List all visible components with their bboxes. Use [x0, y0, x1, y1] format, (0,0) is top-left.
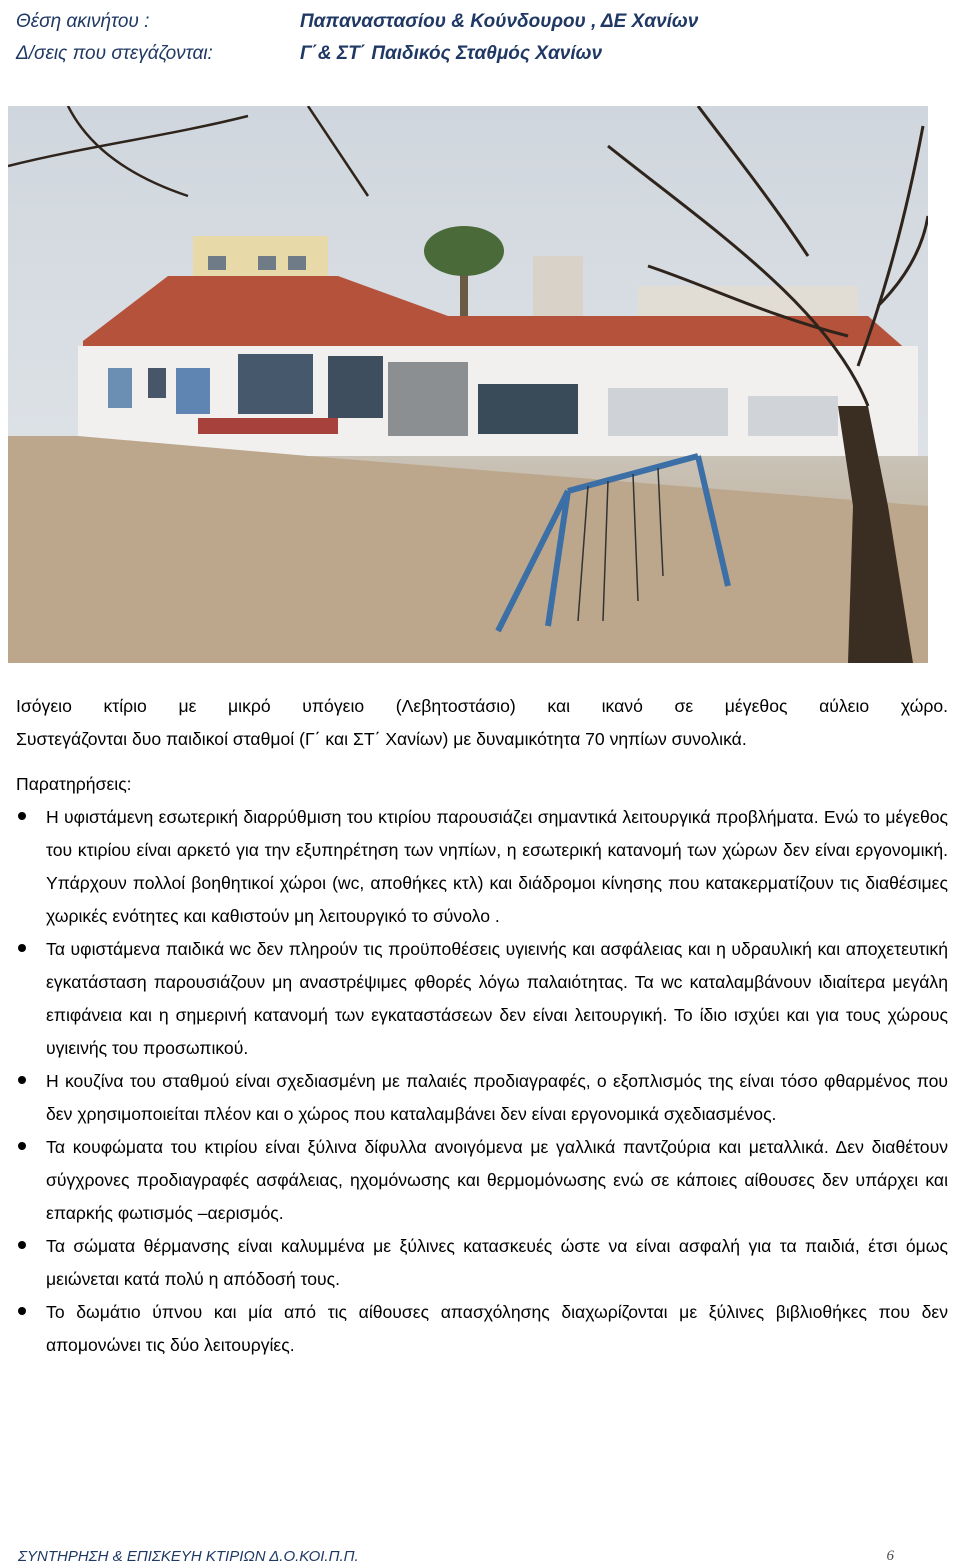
header-label: Δ/σεις που στεγάζονται: — [16, 43, 213, 64]
list-item — [16, 1296, 948, 1362]
header-value: Γ΄& ΣΤ΄ Παιδικός Σταθμός Χανίων — [300, 43, 603, 64]
bullet-icon — [18, 1241, 26, 1249]
header-row-location — [16, 6, 916, 38]
header-value: Παπαναστασίου & Κούνδουρου , ΔΕ Χανίων — [300, 11, 699, 32]
page-footer — [18, 1548, 894, 1568]
bullet-icon — [18, 812, 26, 820]
intro-line: Συστεγάζονται δυο παιδικοί σταθμοί (Γ΄ και ΣΤ΄ Χανίων) με δυναμικότητα 70 νηπίων συνολικά. — [16, 729, 747, 749]
document-header — [16, 6, 916, 70]
list-item-text: Η κουζίνα του σταθμού είναι σχεδιασμένη με παλαιές προδιαγραφές, ο εξοπλισμός της είναι τόσο φθαρμένος που δεν χρησιμοποιείται πλέον και ο χώρος που καταλαμβάνει δεν είναι εργονομικά σχεδιασμένος. — [46, 1071, 948, 1124]
observations-title: Παρατηρήσεις: — [16, 774, 132, 794]
bullet-icon — [18, 1307, 26, 1315]
bullet-icon — [18, 1142, 26, 1150]
list-item — [16, 1065, 948, 1131]
intro-line: Ισόγειο κτίριο με μικρό υπόγειο (Λεβητοστάσιο) και ικανό σε μέγεθος αύλειο χώρο. — [16, 696, 948, 716]
list-item — [16, 1230, 948, 1296]
list-item — [16, 1131, 948, 1230]
building-photo — [8, 106, 928, 663]
list-item-text: Το δωμάτιο ύπνου και μία από τις αίθουσες απασχόλησης διαχωρίζονται με ξύλινες βιβλιοθήκες που δεν απομονώνει τις δύο λειτουργίες. — [46, 1302, 948, 1355]
bullet-icon — [18, 1076, 26, 1084]
header-row-services — [16, 38, 916, 70]
page-number: 6 — [886, 1548, 894, 1564]
list-item-text: Η υφιστάμενη εσωτερική διαρρύθμιση του κτιρίου παρουσιάζει σημαντικά λειτουργικά προβλήματα. Ενώ το μέγεθος του κτιρίου είναι αρκετό για την εξυπηρέτηση των νηπίων, η εσωτερική κατανομή των χώρων δεν είναι εργονομική. Υπάρχουν πολλοί βοηθητικοί χώροι (wc, αποθήκες κτλ) και διάδρομοι κίνησης που κατακερματίζουν τις διαθέσιμες χωρικές ενότητες και καθιστούν μη λειτουργικό το σύνολο . — [46, 807, 948, 926]
bullet-icon — [18, 944, 26, 952]
list-item-text: Τα σώματα θέρμανσης είναι καλυμμένα με ξύλινες κατασκευές ώστε να είναι ασφαλή για τα παιδιά, έτσι όμως μειώνεται κατά πολύ η απόδοσή τους. — [46, 1236, 948, 1289]
list-item-text: Τα υφιστάμενα παιδικά wc δεν πληρούν τις προϋποθέσεις υγιεινής και ασφάλειας και η υδραυλική και αποχετευτική εγκατάσταση παρουσιάζουν μη αναστρέψιμες φθορές λόγω παλαιότητας. Τα wc καταλαμβάνουν ιδιαίτερα μεγάλη επιφάνεια και η σημερινή κατανομή των εγκαταστάσεων δεν είναι λειτουργική. Το ίδιο ισχύει και για τους χώρους υγιεινής του προσωπικού. — [46, 939, 948, 1058]
observations-list — [16, 801, 948, 1362]
list-item — [16, 801, 948, 933]
list-item-text: Τα κουφώματα του κτιρίου είναι ξύλινα δίφυλλα ανοιγόμενα με γαλλικά παντζούρια και μεταλλικά. Δεν διαθέτουν σύγχρονες προδιαγραφές ασφάλειας, ηχομόνωσης και θερμομόνωσης ενώ σε κάποιες αίθουσες δεν υπάρχει και επαρκής φωτισμός –αερισμός. — [46, 1137, 948, 1223]
list-item — [16, 933, 948, 1065]
intro-paragraph — [16, 690, 948, 756]
footer-text: ΣΥΝΤΗΡΗΣΗ & ΕΠΙΣΚΕΥΗ ΚΤΙΡΙΩΝ Δ.Ο.ΚΟΙ.Π.Π. — [18, 1548, 359, 1565]
header-label: Θέση ακινήτου : — [16, 11, 150, 32]
document-body — [16, 690, 948, 1362]
